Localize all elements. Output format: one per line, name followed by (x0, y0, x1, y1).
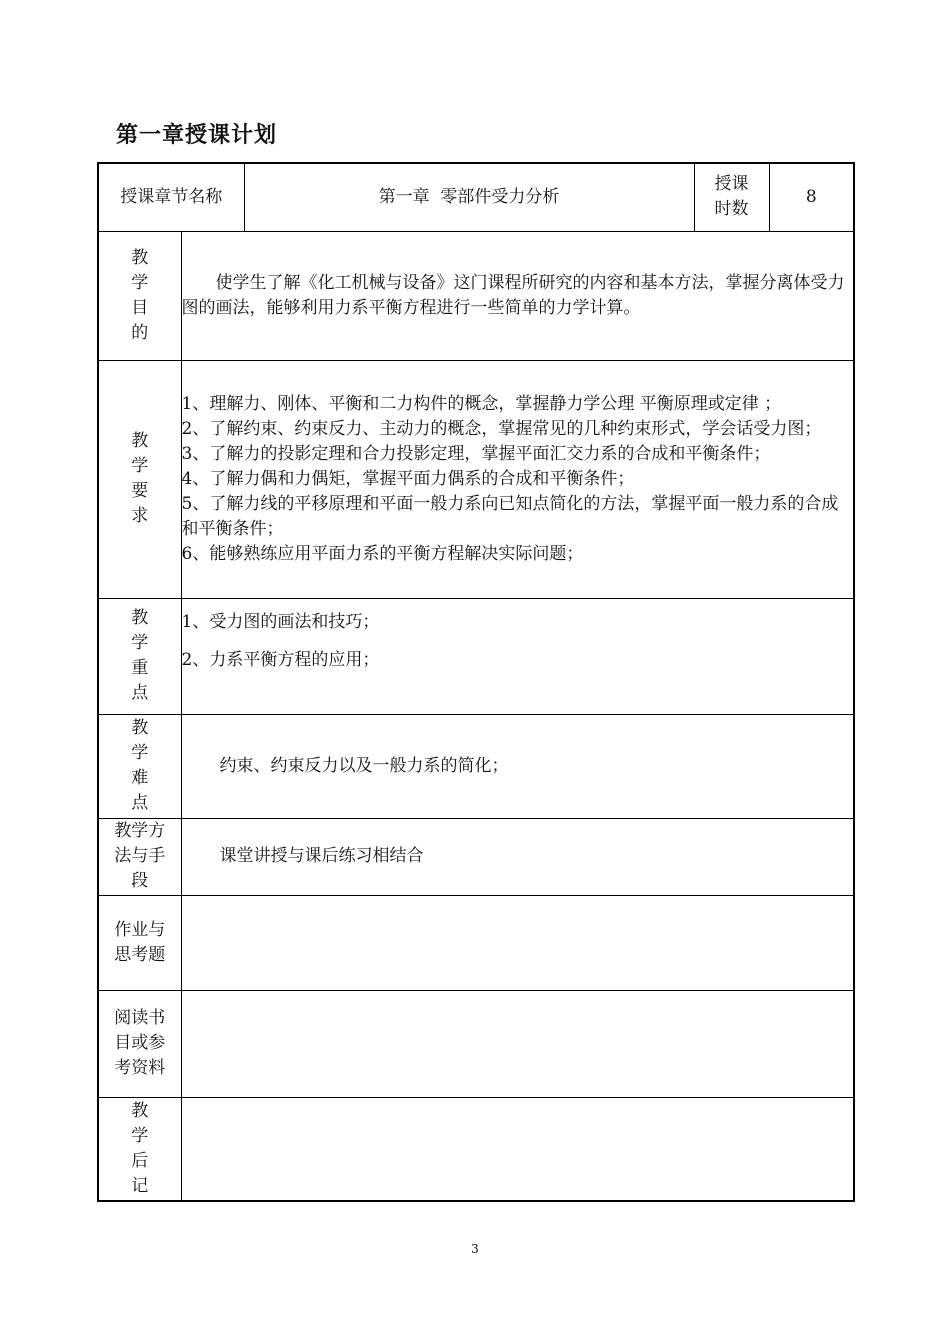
reading-row (98, 990, 854, 1097)
chapter-name: 第一章 零部件受力分析 (244, 163, 694, 231)
objective-row (98, 231, 854, 360)
homework-row (98, 895, 854, 990)
hours-value: 8 (769, 163, 854, 231)
hours-label: 授课时数 (714, 174, 749, 220)
requirements-row (98, 360, 854, 598)
methods-text: 课堂讲授与课后练习相结合 (219, 846, 424, 866)
difficulties-label: 教学难点 (131, 718, 149, 813)
homework-label: 作业与思考题 (114, 919, 166, 965)
reading-text (181, 990, 854, 1097)
requirements-label: 教学要求 (131, 431, 149, 526)
key-point-item: 2、力系平衡方程的应用； (181, 649, 380, 670)
requirement-item: 2、了解约束、约束反力、主动力的概念，掌握常见的几种约束形式，学会话受力图； (181, 418, 822, 439)
afterword-text (181, 1097, 854, 1201)
requirement-item: 6、能够熟练应用平面力系的平衡方程解决实际问题； (181, 543, 584, 564)
page-number: 3 (471, 1242, 479, 1256)
objective-text: 使学生了解《化工机械与设备》这门课程所研究的内容和基本方法，掌握分离体受力图的画法，能够利用力系平衡方程进行一些简单的力学计算。 (181, 272, 845, 318)
methods-row (98, 818, 854, 895)
page-title: 第一章授课计划 (116, 123, 278, 148)
requirement-item: 5、了解力线的平移原理和平面一般力系向已知点简化的方法，掌握平面一般力系的合成和平衡条件； (181, 493, 839, 539)
key-points-label: 教学重点 (131, 608, 149, 703)
methods-label: 教学方法与手段 (114, 821, 166, 891)
objective-label: 教学目的 (131, 247, 149, 343)
afterword-label: 教学后记 (131, 1100, 149, 1196)
difficulties-text: 约束、约束反力以及一般力系的简化； (219, 755, 509, 776)
reading-label: 阅读书目或参考资料 (114, 1008, 166, 1078)
requirement-item: 1、理解力、刚体、平衡和二力构件的概念，掌握静力学公理 平衡原理或定律 ； (181, 393, 782, 414)
lesson-plan-table (97, 162, 855, 1202)
key-point-item: 1、受力图的画法和技巧； (181, 611, 380, 632)
header-row (98, 163, 854, 231)
homework-text (181, 895, 854, 990)
key-points-row (98, 598, 854, 714)
requirement-item: 4、了解力偶和力偶矩，掌握平面力偶系的合成和平衡条件； (181, 468, 635, 489)
afterword-row (98, 1097, 854, 1201)
requirement-item: 3、了解力的投影定理和合力投影定理，掌握平面汇交力系的合成和平衡条件； (181, 443, 771, 464)
section-name-label: 授课章节名称 (98, 163, 244, 231)
difficulties-row (98, 714, 854, 818)
